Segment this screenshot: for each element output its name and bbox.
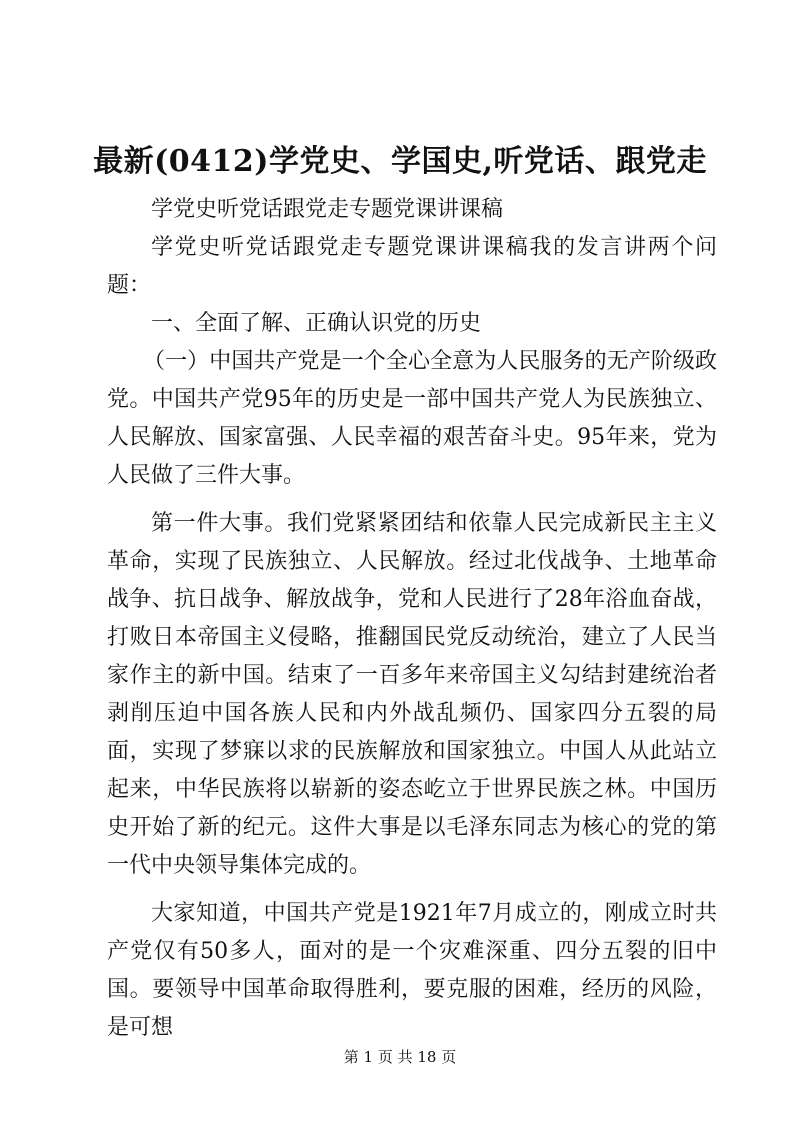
body-paragraph-3: 大家知道，中国共产党是1921年7月成立的，刚成立时共产党仅有50多人，面对的是一个灾难深重、四分五裂的旧中国。要领导中国革命取得胜利，要克服的困难，经历的风险，是可想 [107,901,717,1040]
intro-paragraph: 学党史听党话跟党走专题党课讲课稿我的发言讲两个问题： [107,235,717,298]
subtitle-paragraph: 学党史听党话跟党走专题党课讲课稿 [151,197,504,222]
body-paragraph-2: 第一件大事。我们党紧紧团结和依靠人民完成新民主主义革命，实现了民族独立、人民解放。经过北伐战争、土地革命战争、抗日战争、解放战争，党和人民进行了28年浴血奋战，打败日本帝国主义侵略，推翻国民党反动统治，建立了人民当家作主的新中国。结束了一百多年来帝国主义勾结封建统治者剥削压迫中国各族人民和内外战乱频仍、国家四分五裂的局面，实现了梦寐以求的民族解放和国家独立。中国人从此站立起来，中华民族将以崭新的姿态屹立于世界民族之林。中国历史开始了新的纪元。这件大事是以毛泽东同志为核心的党的第一代中央领导集体完成的。 [107,511,717,878]
section-heading: 一、全面了解、正确认识党的历史 [151,311,482,336]
page-number-footer: 第 1 页 共 18 页 [343,1048,457,1066]
document-body [107,191,717,1047]
body-paragraph-1: （一）中国共产党是一个全心全意为人民服务的无产阶级政党。中国共产党95年的历史是一部中国共产党人为民族独立、人民解放、国家富强、人民幸福的艰苦奋斗史。95年来，党为人民做了三件大事。 [107,349,717,488]
document-title: 最新(0412)学党史、学国史,听党话、跟党走 [93,144,707,179]
